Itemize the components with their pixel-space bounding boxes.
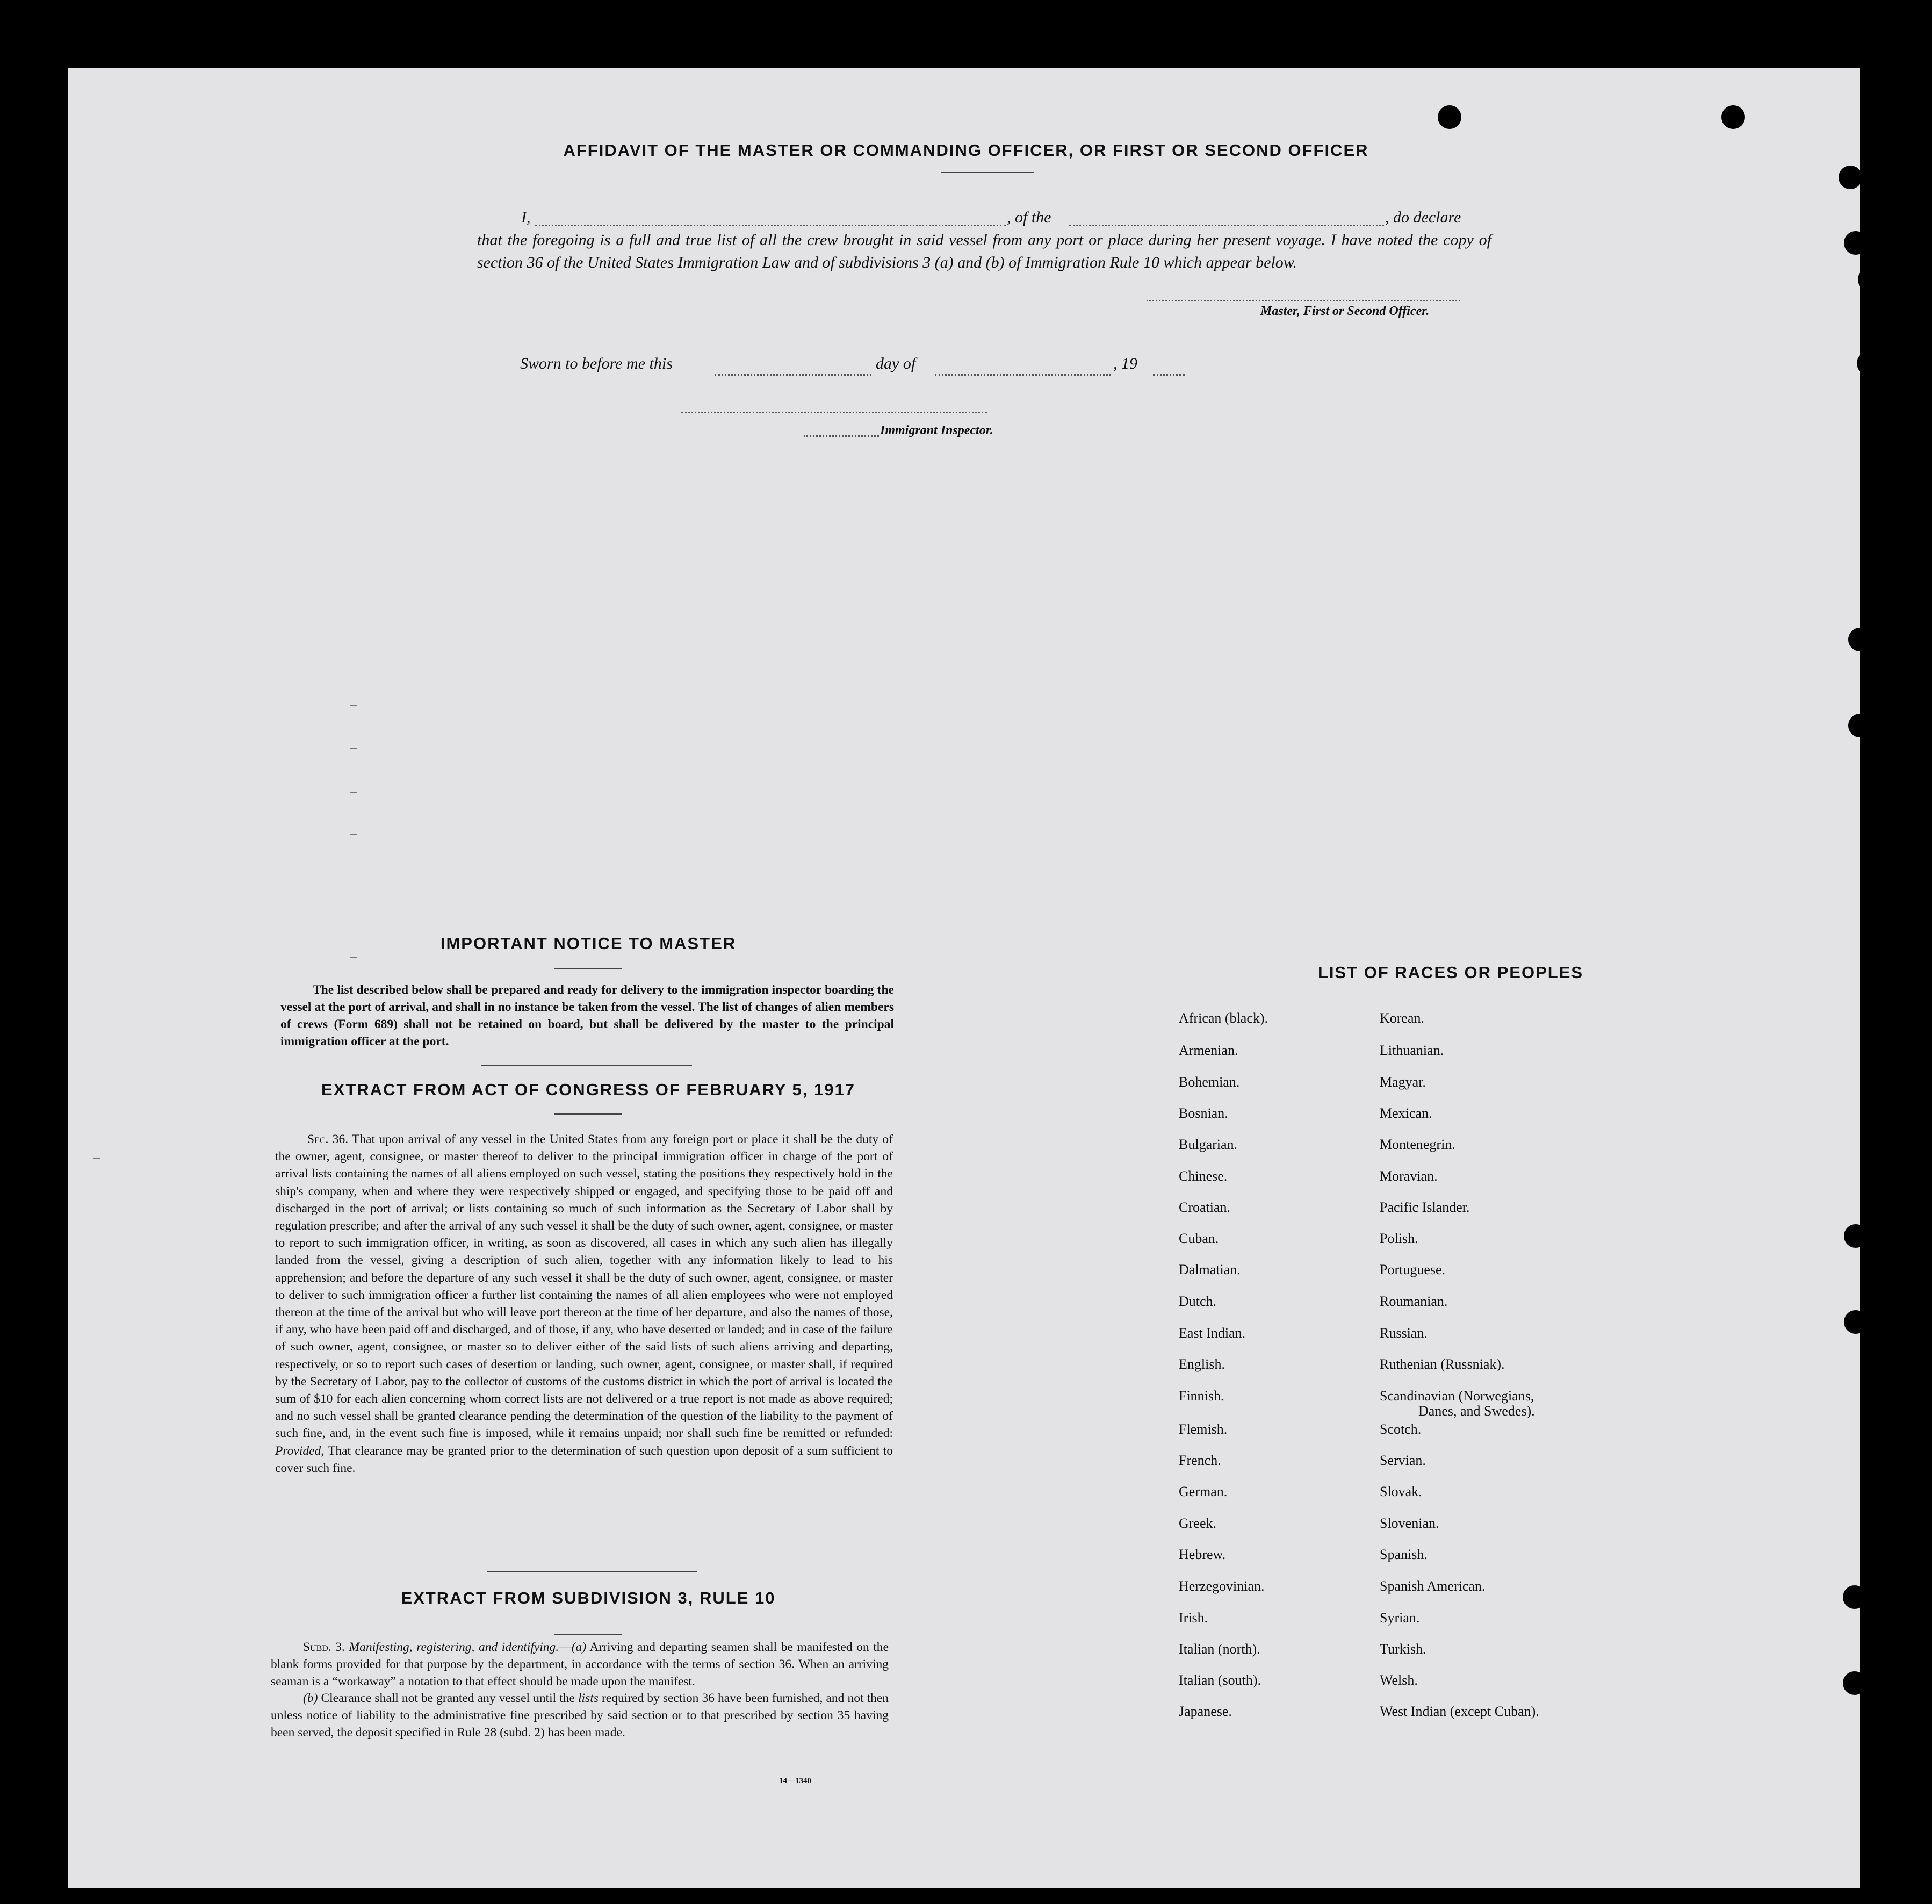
- punch-hole: [1857, 351, 1880, 375]
- race-item: Bulgarian.: [1179, 1137, 1238, 1152]
- rule-extract-underline: [554, 1634, 622, 1635]
- sworn-label: Sworn to before me this: [520, 355, 673, 372]
- punch-hole: [1844, 231, 1868, 255]
- b-lists: lists: [578, 1691, 599, 1706]
- race-item: Polish.: [1380, 1231, 1418, 1246]
- punch-hole: [1839, 166, 1862, 189]
- race-item: Bosnian.: [1179, 1105, 1228, 1121]
- race-item: African (black).: [1179, 1010, 1268, 1026]
- punch-hole: [1848, 628, 1872, 651]
- margin-mark: [350, 792, 357, 793]
- race-item: Greek.: [1179, 1515, 1217, 1531]
- race-item: West Indian (except Cuban).: [1380, 1704, 1539, 1719]
- race-item: Irish.: [1179, 1610, 1208, 1626]
- race-item: Japanese.: [1179, 1704, 1232, 1719]
- race-item: Herzegovinian.: [1179, 1578, 1265, 1594]
- sworn-day-field[interactable]: [715, 374, 871, 376]
- notice-body: [280, 981, 894, 1050]
- provided-label: Provided,: [275, 1443, 325, 1458]
- form-number: 14—1340: [779, 1777, 811, 1785]
- b-text-2: required by section 36 have been furnished, and not then unless notice of liability to the administrative fine prescribed by said section or to that prescribed by section 35 having been served, the deposit specified in Rule 28 (subd. 2) has been made.: [271, 1691, 889, 1740]
- race-item: Armenian.: [1179, 1043, 1238, 1058]
- race-item: Croatian.: [1179, 1199, 1231, 1215]
- inspector-signature-field[interactable]: [681, 412, 987, 413]
- affidavit-line-start: I,: [521, 209, 531, 226]
- rule-subdivision-3: [271, 1639, 889, 1742]
- punch-hole: [1844, 1224, 1868, 1248]
- race-item: Spanish American.: [1380, 1578, 1486, 1594]
- race-item: Moravian.: [1380, 1168, 1438, 1184]
- sworn-day-label: day of: [876, 355, 916, 372]
- vessel-field[interactable]: [1069, 225, 1384, 226]
- race-item: Russian.: [1380, 1325, 1428, 1341]
- margin-mark: [93, 1158, 100, 1159]
- notice-underline: [554, 968, 622, 969]
- subd-heading: Manifesting, registering, and identifying.: [349, 1640, 559, 1654]
- rule-paragraph-b: [271, 1690, 889, 1741]
- race-item: East Indian.: [1179, 1325, 1246, 1341]
- margin-mark: [350, 957, 357, 958]
- a-text: Arriving and departing seamen shall be manifested on the blank forms provided for that purpose by the department, in accordance with the terms of section 36. When an arriving seaman is a “workaway” a notation to that effect should be made upon the manifest.: [271, 1640, 889, 1689]
- act-paragraph: [275, 1131, 893, 1477]
- section-divider: [481, 1065, 692, 1066]
- race-item: Scotch.: [1380, 1421, 1422, 1437]
- race-item: English.: [1179, 1356, 1225, 1372]
- margin-mark: [350, 748, 357, 749]
- race-item: German.: [1179, 1484, 1228, 1499]
- race-item: Mexican.: [1380, 1105, 1432, 1121]
- punch-hole: [1721, 105, 1745, 129]
- inspector-caption-leader: [804, 435, 879, 437]
- b-label: (b): [303, 1691, 318, 1706]
- race-item: Portuguese.: [1380, 1262, 1446, 1277]
- punch-hole: [1848, 714, 1872, 737]
- race-item: Roumanian.: [1380, 1294, 1448, 1309]
- race-item: Welsh.: [1380, 1672, 1418, 1688]
- act-text: That upon arrival of any vessel in the United States from any foreign port or place it shall be the duty of the owner, agent, consignee, or master thereof to deliver to the principal immigration officer in charge of the port of arrival lists containing the names of all aliens employed on such vessel, stating the positions they respectively hold in the ship's company, when and where they were respectively shipped or engaged, and specifying those to be paid off and discharged in the port of arrival; or lists containing so much of such information as the Secretary of Labor shall by regulation prescribe; and after the arrival of any such vessel it shall be the duty of such owner, agent, consignee, or master to report to such immigration officer, in writing, as soon as discovered, all cases in which any such alien has illegally landed from the vessel, giving a description of such alien, together with any information likely to lead to his apprehension; and before the departure of any such vessel it shall be the duty of such owner, agent, consignee, or master to deliver to such immigration officer a further list containing the names of all alien employees who were not employed thereon at the time of the arrival but who will leave port thereon at the time of her departure, and also the names of those, if any, who have been paid off and discharged, and of those, if any, who have deserted or landed; and in case of the failure of such owner, agent, consignee, or master so to deliver either of the said lists of such aliens arriving and departing, respectively, or so to report such cases of desertion or landing, such owner, agent, consignee, or master shall, if required by the Secretary of Labor, pay to the collector of customs of the customs district in which the port of arrival is located the sum of $10 for each alien concerning whom correct lists are not delivered or a true report is not made as above required; and no such vessel shall be granted clearance pending the determination of the question of the liability to the payment of such fine, and, in the event such fine is imposed, while it remains unpaid; nor shall such fine be remitted or refunded:: [275, 1132, 893, 1441]
- rule-paragraph-a: Subd. 3. Manifesting, registering, and identifying.—(a) Arriving and departing seamen shall be manifested on the blank forms provided for that purpose by the department, in accordance with the terms of section 36. When an arriving seaman is a “workaway” a notation to that effect should be made upon the manifest.: [271, 1640, 889, 1689]
- inspector-caption: Immigrant Inspector.: [880, 423, 993, 437]
- affidavit-title: AFFIDAVIT OF THE MASTER OR COMMANDING OFFICER, OR FIRST OR SECOND OFFICER: [563, 141, 1369, 160]
- rule-extract-title: EXTRACT FROM SUBDIVISION 3, RULE 10: [401, 1589, 776, 1607]
- notice-title: IMPORTANT NOTICE TO MASTER: [440, 934, 737, 953]
- race-item: Syrian.: [1380, 1610, 1420, 1626]
- punch-hole: [1843, 1671, 1866, 1695]
- notice-paragraph: The list described below shall be prepared and ready for delivery to the immigration inspector boarding the vessel at the port of arrival, and shall in no instance be taken from the vessel. The list of changes of alien members of crews (Form 689) shall not be retained on board, but shall be delivered by the master to the principal immigration officer at the port.: [280, 983, 894, 1048]
- race-item: Servian.: [1380, 1453, 1426, 1468]
- act-section-36: [275, 1131, 893, 1477]
- race-item: French.: [1179, 1453, 1221, 1468]
- subd-label: Subd. 3.: [303, 1640, 345, 1654]
- race-item: Cuban.: [1179, 1231, 1219, 1246]
- affidavit-body: that the foregoing is a full and true list of all the crew brought in said vessel from any port or place during her present voyage. I have noted the copy of section 36 of the United States Immigration Law and of subdivisions 3 (a) and (b) of Immigration Rule 10 which appear below.: [477, 231, 1491, 271]
- race-item: Bohemian.: [1179, 1074, 1240, 1090]
- margin-mark: [350, 705, 357, 706]
- punch-hole: [1843, 1585, 1866, 1609]
- race-item-continuation: Danes, and Swedes).: [1418, 1403, 1535, 1419]
- section-divider: [487, 1571, 697, 1572]
- margin-mark: [350, 834, 357, 835]
- act-extract-underline: [554, 1113, 622, 1115]
- race-item: Finnish.: [1179, 1388, 1224, 1404]
- sec-label: Sec. 36.: [307, 1132, 349, 1146]
- act-extract-title: EXTRACT FROM ACT OF CONGRESS OF FEBRUARY 5, 1917: [321, 1080, 855, 1099]
- race-item: Spanish.: [1380, 1547, 1428, 1562]
- race-item: Pacific Islander.: [1380, 1199, 1470, 1215]
- race-item: Slovak.: [1380, 1484, 1422, 1499]
- race-item: Slovenian.: [1380, 1515, 1439, 1531]
- a-label: (a): [571, 1640, 587, 1654]
- race-item: Turkish.: [1380, 1641, 1426, 1657]
- race-item: Chinese.: [1179, 1168, 1228, 1184]
- punch-hole: [1438, 105, 1461, 129]
- punch-hole: [1858, 268, 1881, 291]
- race-item: Flemish.: [1179, 1421, 1228, 1437]
- act-text-end: That clearance may be granted prior to the determination of such question upon deposit of a sum sufficient to cover such fine.: [275, 1443, 893, 1475]
- race-item: Scandinavian (Norwegians,: [1380, 1388, 1534, 1404]
- punch-hole: [1844, 1310, 1868, 1334]
- race-item: Italian (north).: [1179, 1641, 1260, 1657]
- race-item: Lithuanian.: [1380, 1043, 1444, 1058]
- race-item: Magyar.: [1380, 1074, 1426, 1090]
- sworn-year-field[interactable]: [1153, 374, 1185, 376]
- master-signature-caption: Master, First or Second Officer.: [1260, 304, 1430, 318]
- races-title: LIST OF RACES OR PEOPLES: [1317, 963, 1584, 982]
- affidavit-line-end: , do declare: [1385, 209, 1461, 226]
- race-item: Dutch.: [1179, 1294, 1217, 1309]
- race-item: Dalmatian.: [1179, 1262, 1241, 1277]
- title-underline: [941, 172, 1034, 173]
- b-text-1: Clearance shall not be granted any vessel until the: [321, 1691, 575, 1706]
- race-item: Montenegrin.: [1380, 1137, 1455, 1152]
- sworn-year-label: , 19: [1113, 355, 1137, 372]
- race-item: Hebrew.: [1179, 1547, 1226, 1562]
- master-signature-field[interactable]: [1147, 300, 1460, 301]
- name-field[interactable]: [535, 225, 1006, 226]
- race-item: Korean.: [1380, 1010, 1425, 1026]
- race-item: Ruthenian (Russniak).: [1380, 1356, 1505, 1372]
- affidavit-line-mid: , of the: [1007, 209, 1051, 226]
- race-item: Italian (south).: [1179, 1672, 1261, 1688]
- sworn-month-field[interactable]: [935, 374, 1111, 376]
